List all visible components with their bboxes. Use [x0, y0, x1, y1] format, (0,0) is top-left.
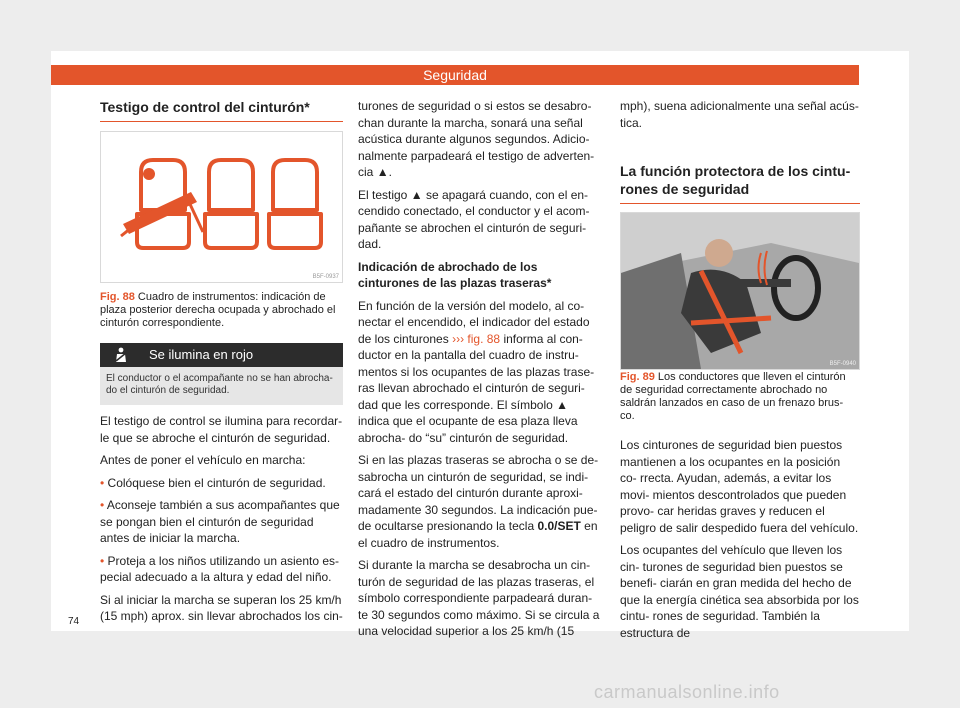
watermark: carmanualsonline.info: [594, 682, 780, 702]
paragraph: mph), suena adicionalmente una señal acús- tica.: [620, 99, 859, 130]
right-body-text: [620, 437, 860, 647]
paragraph: El testigo ▲ se apagará cuando, con el en- cendido conectado, el conductor y el acom- pañante se abrochen el cinturón de seguri- dad.: [358, 187, 590, 251]
figure-88-caption: [100, 291, 343, 330]
figure-code: B5F-0937: [312, 274, 339, 280]
paragraph: Los ocupantes del vehículo que lleven los cin- turones de seguridad bien puestos se benefi- ciarán en gran medida del hecho de que la energía cinética sea absorbida por los cintu- rones de seguridad. También la estructura de: [620, 543, 859, 640]
paragraph: Si durante la marcha se desabrocha un cin- turón de seguridad de las plazas traseras, el símbolo correspondiente parpadeará duran- te 30 segundos como máximo. Si se circula a una velocidad superior a los 25 km/h (15: [358, 558, 600, 638]
list-item: • Aconseje también a sus acompañantes que se pongan bien el cinturón de seguridad antes de iniciar la marcha.: [100, 498, 340, 545]
figure-code: B5F-0940: [829, 361, 856, 367]
seatbelt-seats-icon: [101, 132, 342, 282]
paragraph: En función de la versión del modelo, al co- nectar el encendido, el indicador del estado de los cinturones ››› fig. 88 informa al con- ductor en la pantalla del cuadro de instru- mentos si los ocupantes de las plazas trase- ras llevan abrochado el cinturón de seguri- dad que les corresponde. El símbolo ▲ indica que el ocupante de esa plaza lleva abrocha- do “su” cinturón de seguridad.: [358, 298, 595, 445]
section-title-belt-protection: La función protectora de los cintu- rones de seguridad: [620, 162, 860, 204]
paragraph: El testigo de control se ilumina para recordar- le que se abroche el cinturón de seguridad.: [100, 414, 343, 445]
middle-body-text: [358, 98, 601, 646]
section-header: Seguridad: [51, 65, 859, 85]
list-item: • Colóquese bien el cinturón de seguridad.: [100, 475, 326, 490]
set-key-label: 0.0/SET: [537, 519, 581, 533]
figure-89-caption: [620, 371, 858, 423]
figure-89: [620, 212, 860, 370]
driver-with-seatbelt-image: [621, 213, 859, 369]
paragraph: Antes de poner el vehículo en marcha:: [100, 453, 306, 467]
paragraph: Si en las plazas traseras se abrocha o se de- sabrocha un cinturón de seguridad, se indi- cará el estado del cinturón durante aproxi- madamente 30 segundos. La indicación pue- de ocultarse presionando la tecla 0.0/SET en el cuadro de instrumentos.: [358, 453, 599, 550]
seatbelt-icon: ▲: [410, 187, 423, 202]
figure-88: [100, 131, 343, 283]
figure-number: Fig. 88: [100, 291, 135, 303]
figure-number: Fig. 89: [620, 371, 655, 383]
caption-text: Cuadro de instrumentos: indicación de plaza posterior derecha ocupada y abrochado el cinturón correspondiente.: [100, 291, 336, 329]
seatbelt-icon: ▲: [376, 165, 389, 179]
paragraph: turones de seguridad o si estos se desabro- chan durante la marcha, sonará una señal acústica durante algunos segundos. Adicio- nalmente parpadeará el testigo de adverten- cia ▲.: [358, 99, 595, 179]
list-item: • Proteja a los niños utilizando un asiento es- pecial adecuado a la altura y edad del niño.: [100, 553, 340, 584]
figure-link[interactable]: ››› fig. 88: [452, 331, 501, 346]
caption-text: Los conductores que lleven el cinturón de seguridad correctamente abrochado no saldrán lanzados en caso de un frenazo brus- co.: [620, 371, 846, 422]
warning-header: [100, 343, 343, 367]
warning-label: Se ilumina en rojo: [149, 347, 254, 362]
right-top-text: [620, 98, 860, 137]
seatbelt-icon: ▲: [556, 397, 569, 412]
left-body-text: [100, 413, 343, 631]
paragraph: Si al iniciar la marcha se superan los 25 km/h (15 mph) aprox. sin llevar abrochados los cin-: [100, 592, 343, 623]
page-number: 74: [68, 616, 80, 627]
subheading: Indicación de abrochado de los cinturones de las plazas traseras*: [358, 259, 552, 290]
warning-text: El conductor o el acompañante no se han abrocha- do el cinturón de seguridad.: [100, 367, 343, 405]
paragraph: Los cinturones de seguridad bien puestos mantienen a los ocupantes en la posición co- rrecta. Ayudan, además, a evitar los movi- mientos descontrolados que pueden provo- car heridas graves y reducen el peligro de salir despedido fuera del vehículo.: [620, 438, 859, 535]
section-title-seatbelt-warning: Testigo de control del cinturón*: [100, 99, 343, 122]
